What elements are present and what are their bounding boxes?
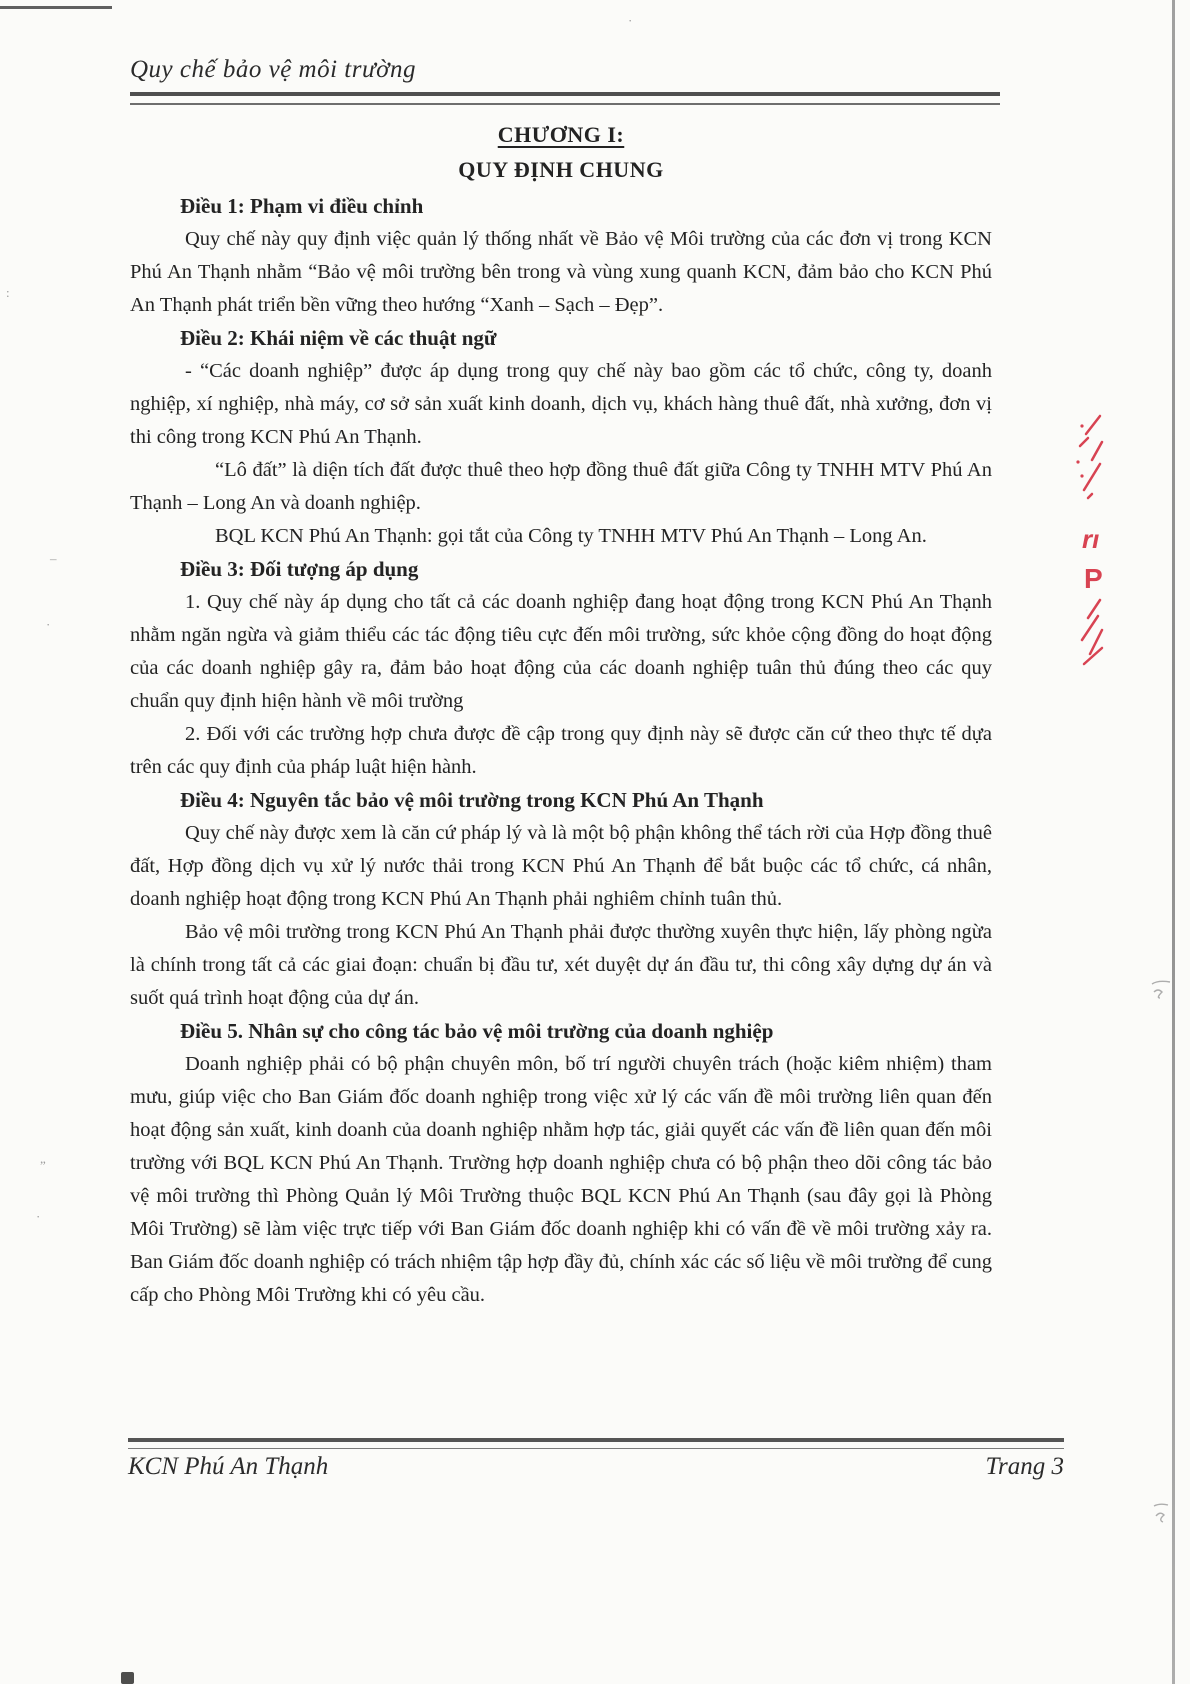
article-2-paragraph: - “Các doanh nghiệp” được áp dụng trong quy chế này bao gồm các tổ chức, công ty, doanh nghiệp, xí nghiệp, nhà máy, cơ sở sản xuất kinh doanh, dịch vụ, khách hàng thuê đất, nhà xưởng, đơn vị thi công trong KCN Phú An Thạnh. [130, 360, 992, 448]
footer-page-number: Trang 3 [985, 1453, 1064, 1480]
svg-text:rı: rı [1082, 524, 1100, 554]
gray-squiggle-mark [1148, 978, 1174, 1000]
article-3-paragraph: 2. Đối với các trường hợp chưa được đề cập trong quy định này sẽ được căn cứ theo thực tế dựa trên các quy định của pháp luật hiện hành. [130, 723, 992, 778]
svg-text:P: P [1084, 563, 1103, 594]
document-header [130, 56, 1000, 105]
article-3-paragraph: 1. Quy chế này áp dụng cho tất cả các doanh nghiệp đang hoạt động trong KCN Phú An Thạnh nhằm ngăn ngừa và giảm thiểu các tác động tiêu cực đến môi trường, sức khỏe cộng đồng do hoạt động của các doanh nghiệp gây ra, đảm bảo hoạt động của các doanh nghiệp tuân thủ đúng theo các quy chuẩn quy định hiện hành về môi trường [130, 591, 992, 712]
article-3-heading: Điều 3: Đối tượng áp dụng [180, 557, 419, 581]
article-4-paragraph: Quy chế này được xem là căn cứ pháp lý và là một bộ phận không thể tách rời của Hợp đồng thuê đất, Hợp đồng dịch vụ xử lý nước thải trong KCN Phú An Thạnh để bắt buộc các tổ chức, cá nhân, doanh nghiệp hoạt động trong KCN Phú An Thạnh phải nghiêm chỉnh tuân thủ. [130, 822, 992, 910]
scan-speck: · [46, 617, 51, 632]
article-2-paragraph: BQL KCN Phú An Thạnh: gọi tắt của Công ty TNHH MTV Phú An Thạnh – Long An. [215, 525, 927, 547]
scan-speck: · [628, 13, 633, 28]
scan-speck: „ [40, 1151, 46, 1166]
red-stamp-edge-mark [1058, 402, 1104, 672]
article-1-paragraph: Quy chế này quy định việc quản lý thống nhất về Bảo vệ Môi trường của các đơn vị trong KCN Phú An Thạnh nhằm “Bảo vệ môi trường bên trong và vùng xung quanh KCN, đảm bảo cho KCN Phú An Thạnh phát triển bền vững theo hướng “Xanh – Sạch – Đẹp”. [130, 228, 992, 316]
document-footer [128, 1438, 1064, 1481]
scan-speck: – [50, 551, 57, 566]
scan-bottom-mark [121, 1672, 134, 1684]
chapter-title: CHƯƠNG I: [497, 122, 625, 147]
article-4-paragraph: Bảo vệ môi trường trong KCN Phú An Thạnh phải được thường xuyên thực hiện, lấy phòng ngừa là chính trong tất cả các giai đoạn: chuẩn bị đầu tư, xét duyệt dự án đầu tư, thi công xây dựng dự án và suốt quá trình hoạt động của dự án. [130, 921, 992, 1009]
gray-squiggle-mark [1148, 1502, 1174, 1524]
page-right-edge-line [1172, 0, 1175, 1684]
article-2-heading: Điều 2: Khái niệm về các thuật ngữ [180, 326, 497, 350]
footer-left-text: KCN Phú An Thạnh [128, 1453, 329, 1480]
footer-double-rule [128, 1438, 1064, 1449]
document-body [130, 118, 992, 1312]
article-5-paragraph: Doanh nghiệp phải có bộ phận chuyên môn, bố trí người chuyên trách (hoặc kiêm nhiệm) tham mưu, giúp việc cho Ban Giám đốc doanh nghiệp trong việc xử lý các vấn đề môi trường liên quan đến hoạt động sản xuất, kinh doanh của doanh nghiệp nhằm hợp tác, giải quyết các vấn đề liên quan đến môi trường với BQL KCN Phú An Thạnh. Trường hợp doanh nghiệp chưa có bộ phận theo dõi công tác bảo vệ môi trường thì Phòng Quản lý Môi Trường thuộc BQL KCN Phú An Thạnh (sau đây gọi là Phòng Môi Trường) sẽ làm việc trực tiếp với Ban Giám đốc doanh nghiệp khi có vấn đề về môi trường xảy ra. Ban Giám đốc doanh nghiệp có trách nhiệm tập hợp đầy đủ, chính xác các số liệu về môi trường để cung cấp cho Phòng Môi Trường khi có yêu cầu. [130, 1053, 992, 1306]
article-4-heading: Điều 4: Nguyên tắc bảo vệ môi trường trong KCN Phú An Thạnh [180, 788, 764, 812]
article-5-heading: Điều 5. Nhân sự cho công tác bảo vệ môi trường của doanh nghiệp [180, 1019, 774, 1043]
article-2-paragraph: “Lô đất” là diện tích đất được thuê theo hợp đồng thuê đất giữa Công ty TNHH MTV Phú An Thạnh – Long An và doanh nghiệp. [130, 459, 992, 514]
header-double-rule [130, 92, 1000, 105]
article-1-heading: Điều 1: Phạm vi điều chỉnh [180, 194, 424, 218]
scan-speck: · [36, 1209, 41, 1224]
page-topleft-edge-line [0, 6, 112, 9]
running-header-title: Quy chế bảo vệ môi trường [130, 56, 416, 83]
chapter-subtitle: QUY ĐỊNH CHUNG [458, 157, 664, 182]
scan-speck: : [6, 285, 10, 300]
